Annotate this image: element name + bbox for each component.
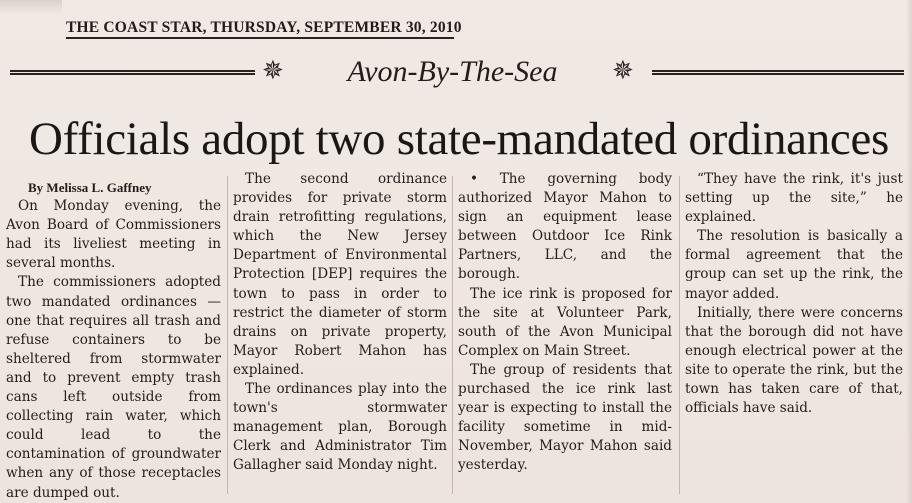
- paragraph: The ice rink is proposed for the site at Volunteer Park, south of the Avon Municipal Complex on Main Street.: [458, 285, 672, 359]
- paragraph: The ordinances play into the town's stormwater management plan, Borough Clerk and Administrator Tim Gallagher said Monday night.: [233, 381, 447, 474]
- clipping-edge: [0, 0, 62, 14]
- paragraph: On Monday evening, the Avon Board of Commissioners had its liveliest meeting in several months.: [6, 198, 221, 272]
- article-column-3: [458, 170, 672, 476]
- paragraph: The second ordinance provides for private storm drain retrofitting regulations, which the New Jersey Department of Environmental Protection [DEP] requires the town to pass in order to restrict the diameter of storm drains on private property, Mayor Robert Mahon has explained.: [233, 171, 447, 378]
- page-folio: THE COAST STAR, THURSDAY, SEPTEMBER 30, 2010: [66, 19, 462, 36]
- column-divider: [679, 176, 680, 494]
- article-headline: Officials adopt two state-mandated ordinances: [28, 113, 890, 165]
- section-rule-left: [10, 70, 255, 75]
- column-divider: [452, 176, 453, 494]
- paragraph: “They have the rink, it's just setting up the site,” he explained.: [685, 171, 903, 226]
- article-column-2: [233, 170, 447, 476]
- paragraph: • The governing body authorized Mayor Mahon to sign an equipment lease between Outdoor Ice Rink Partners, LLC, and the borough.: [458, 171, 672, 283]
- paragraph: Initially, there were concerns that the borough did not have enough electrical power at the site to operate the rink, but the town has taken care of that, officials have said.: [685, 304, 903, 417]
- paragraph: The group of residents that purchased the ice rink last year is expecting to install the facility sometime in mid-November, Mayor Mahon said yesterday.: [458, 361, 672, 474]
- column-divider: [227, 176, 228, 494]
- byline: By Melissa L. Gaffney: [28, 180, 152, 195]
- section-title: Avon-By-The-Sea: [347, 55, 558, 88]
- section-rule-right: [652, 70, 904, 75]
- star-ornament-icon: ✵: [612, 56, 634, 86]
- clipping-edge-shadow: [906, 0, 912, 503]
- paragraph: The commissioners adopted two mandated ordinances — one that requires all trash and refuse containers to be sheltered from stormwater and to prevent empty trash cans left outside from collecting rain water, which could lead to the contamination of groundwater when any of those receptacles are dumped out.: [6, 274, 221, 501]
- folio-rule: [66, 37, 454, 39]
- paragraph: The resolution is basically a formal agreement that the group can set up the rink, the mayor added.: [685, 228, 903, 302]
- article-column-1: [6, 170, 221, 503]
- article-column-4: [685, 170, 903, 418]
- star-ornament-icon: ✵: [262, 56, 284, 86]
